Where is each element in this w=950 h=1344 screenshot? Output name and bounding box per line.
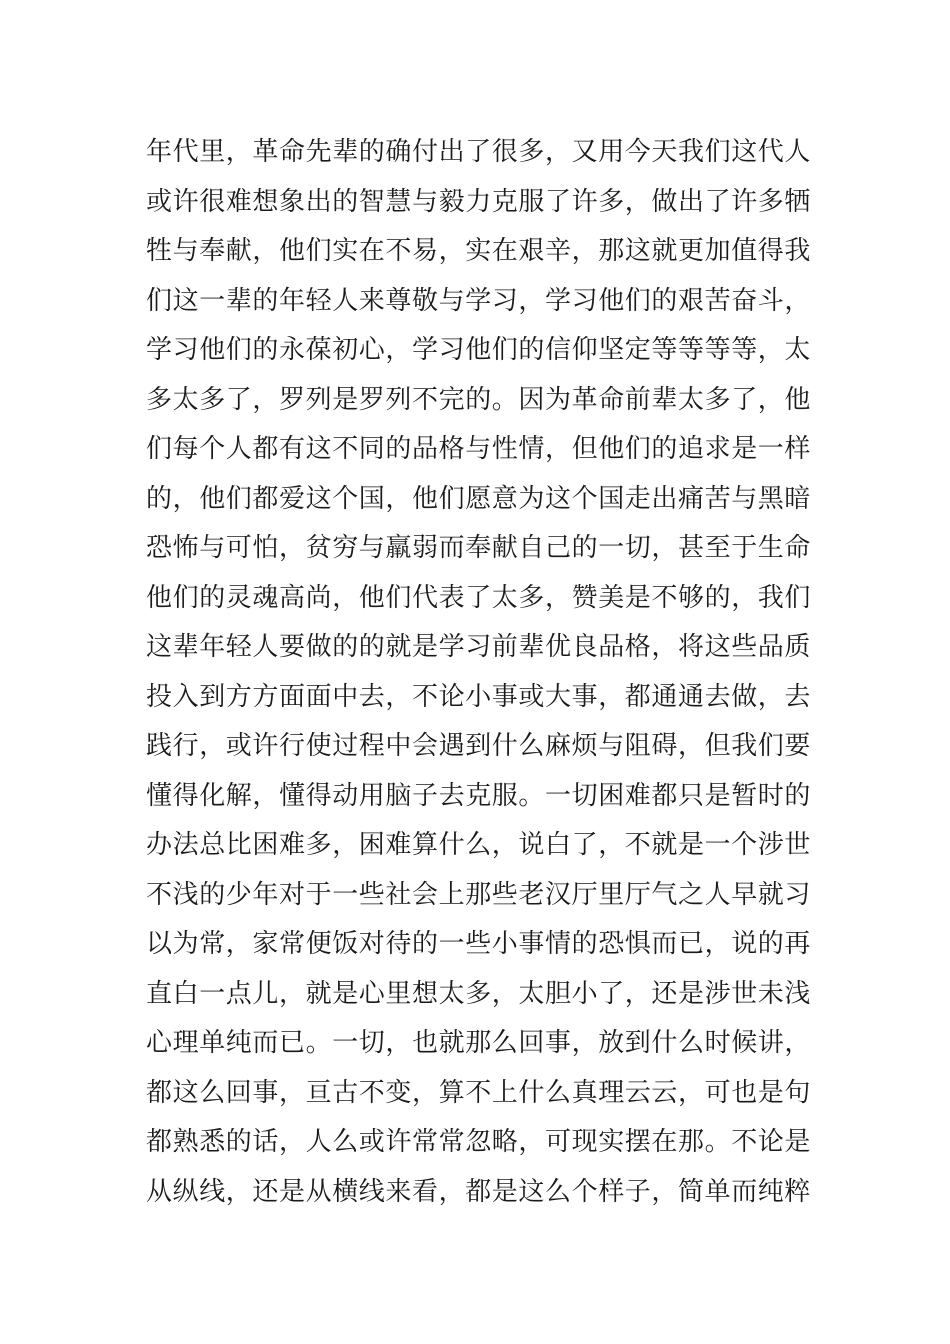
text-line: 牲与奉献，他们实在不易，实在艰辛，那这就更加值得我 (146, 236, 812, 266)
text-line: 直白一点儿，就是心里想太多，太胆小了，还是涉世未浅 (146, 978, 812, 1009)
text-line: 不浅的少年对于一些社会上那些老汉厅里厅气之人早就习 (146, 879, 812, 910)
body-text (146, 128, 812, 1217)
text-line: 办法总比困难多，困难算什么，说白了，不就是一个涉世 (146, 830, 812, 860)
text-line: 年代里，革命先辈的确付出了很多，又用今天我们这代人 (146, 137, 812, 167)
text-line: 践行，或许行使过程中会遇到什么麻烦与阻碍，但我们要 (146, 731, 812, 761)
text-line: 都熟悉的话，人么或许常常忽略，可现实摆在那。不论是 (146, 1127, 812, 1157)
text-line: 投入到方方面面中去，不论小事或大事，都通通去做，去 (146, 681, 812, 712)
text-line: 从纵线，还是从横线来看，都是这么个样子，简单而纯粹 (146, 1176, 812, 1207)
text-line: 或许很难想象出的智慧与毅力克服了许多，做出了许多牺 (146, 186, 812, 217)
text-line: 这辈年轻人要做的的就是学习前辈优良品格，将这些品质 (146, 632, 812, 662)
text-line: 心理单纯而已。一切，也就那么回事，放到什么时候讲， (146, 1028, 812, 1058)
text-line: 们每个人都有这不同的品格与性情，但他们的追求是一样 (146, 434, 812, 464)
text-line: 恐怖与可怕，贫穷与羸弱而奉献自己的一切，甚至于生命 (146, 533, 812, 563)
text-line: 他们的灵魂高尚，他们代表了太多，赞美是不够的，我们 (146, 582, 812, 613)
text-line: 懂得化解，懂得动用脑子去克服。一切困难都只是暂时的 (146, 780, 812, 811)
text-line: 们这一辈的年轻人来尊敬与学习，学习他们的艰苦奋斗， (146, 285, 812, 316)
text-line: 以为常，家常便饭对待的一些小事情的恐惧而已，说的再 (146, 929, 812, 959)
text-line: 都这么回事，亘古不变，算不上什么真理云云，可也是句 (146, 1077, 812, 1108)
text-line: 多太多了，罗列是罗列不完的。因为革命前辈太多了，他 (146, 384, 812, 415)
text-line: 学习他们的永葆初心，学习他们的信仰坚定等等等等，太 (146, 335, 812, 365)
text-line: 的，他们都爱这个国，他们愿意为这个国走出痛苦与黑暗 (146, 483, 812, 514)
